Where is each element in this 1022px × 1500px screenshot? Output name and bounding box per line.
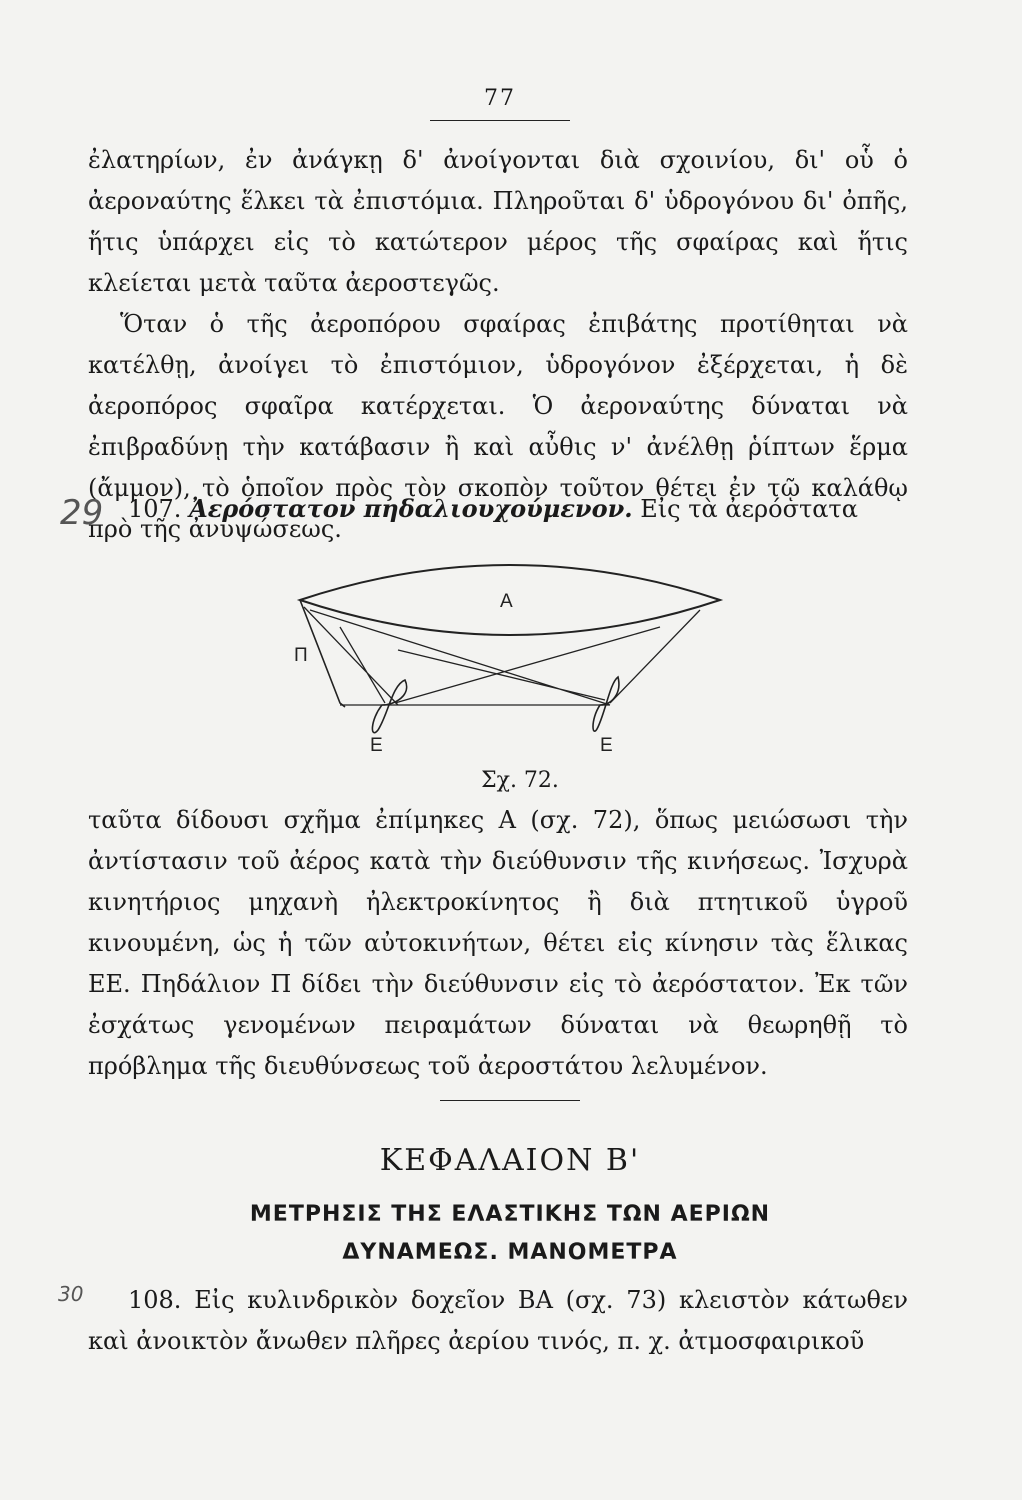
figure-label-P: Π <box>294 645 308 666</box>
margin-note-29: 29 <box>60 493 104 533</box>
paragraph-2: Ὅταν ὁ τῆς ἀεροπόρου σφαίρας ἐπιβάτης προτίθηται νὰ κατέλθῃ, ἀνοίγει τὸ ἐπιστόμιον, ὑδρογόνον ἐξέρχεται, ἡ δὲ ἀεροπόρος σφαῖρα κατέρχεται. Ὁ ἀεροναύτης δύναται νὰ ἐπιβραδύνῃ τὴν κατάβασιν ἢ καὶ αὖθις ν' ἀνέλθῃ ῥίπτων ἕρμα (ἄμμον), τὸ ὁποῖον πρὸς τὸν σκοπὸν τοῦτον θέτει ἐν τῷ καλάθῳ πρὸ τῆς ἀνυψώσεως. <box>88 310 908 543</box>
section-107-number: 107. <box>128 495 182 523</box>
airship-drawing <box>280 555 740 770</box>
figure-label-E-right: Ε <box>600 735 613 756</box>
propeller-right <box>593 677 619 731</box>
header-rule <box>430 120 570 121</box>
margin-note-30: 30 <box>58 1282 84 1306</box>
paragraph-1: ἐλατηρίων, ἐν ἀνάγκῃ δ' ἀνοίγονται διὰ σχοινίου, δι' οὗ ὁ ἀεροναύτης ἕλκει τὰ ἐπιστόμια. Πληροῦται δ' ὑδρογόνου δι' ὀπῆς, ἥτις ὑπάρχει εἰς τὸ κατώτερον μέρος τῆς σφαίρας καὶ ἥτις κλείεται μετὰ ταῦτα ἀεροστεγῶς. <box>88 146 908 297</box>
section-107-heading <box>128 488 908 530</box>
section-108-text: Εἰς κυλινδρικὸν δοχεῖον ΒΑ (σχ. 73) κλειστὸν κάτωθεν καὶ ἀνοικτὸν ἄνωθεν πλῆρες ἀερίου τινός, π. χ. ἀτμοσφαιρικοῦ <box>88 1286 908 1355</box>
chapter-subtitle-line-2: ΔΥΝΑΜΕΩΣ. ΜΑΝΟΜΕΤΡΑ <box>342 1240 678 1265</box>
figure-caption: Σχ. 72. <box>481 768 559 793</box>
section-divider <box>440 1100 580 1101</box>
paragraph-3: ταῦτα δίδουσι σχῆμα ἐπίμηκες Α (σχ. 72), ὅπως μειώσωσι τὴν ἀντίστασιν τοῦ ἀέρος κατὰ τὴν διεύθυνσιν τῆς κινήσεως. Ἰσχυρὰ κινητήριος μηχανὴ ἠλεκτροκίνητος ἢ διὰ πτητικοῦ ὑγροῦ κινουμένη, ὡς ἡ τῶν αὐτοκινήτων, θέτει εἰς κίνησιν τὰς ἕλικας ΕΕ. Πηδάλιον Π δίδει τὴν διεύθυνσιν εἰς τὸ ἀερόστατον. Ἐκ τῶν ἐσχάτως γενομένων πειραμάτων δύναται νὰ θεωρηθῇ τὸ πρόβλημα τῆς διευθύνσεως τοῦ ἀεροστάτου λελυμένον. <box>88 806 908 1080</box>
section-108-number: 108. <box>128 1286 182 1314</box>
chapter-title: ΚΕΦΑΛΑΙΟΝ Β' <box>379 1143 641 1178</box>
section-108-paragraph <box>88 1280 908 1362</box>
figure-label-E-left: Ε <box>370 735 383 756</box>
section-107-lead: Εἰς τὰ ἀερόστατα <box>640 495 858 523</box>
propeller-left <box>372 680 406 733</box>
chapter-subtitle-line-1: ΜΕΤΡΗΣΙΣ ΤΗΣ ΕΛΑΣΤΙΚΗΣ ΤΩΝ ΑΕΡΙΩΝ <box>249 1202 771 1227</box>
section-107-title: Ἀερόστατον πηδαλιουχούμενον. <box>189 494 633 523</box>
page-number: 77 <box>484 86 516 111</box>
figure-label-A: Α <box>500 591 513 612</box>
airship-diagram <box>280 555 740 770</box>
